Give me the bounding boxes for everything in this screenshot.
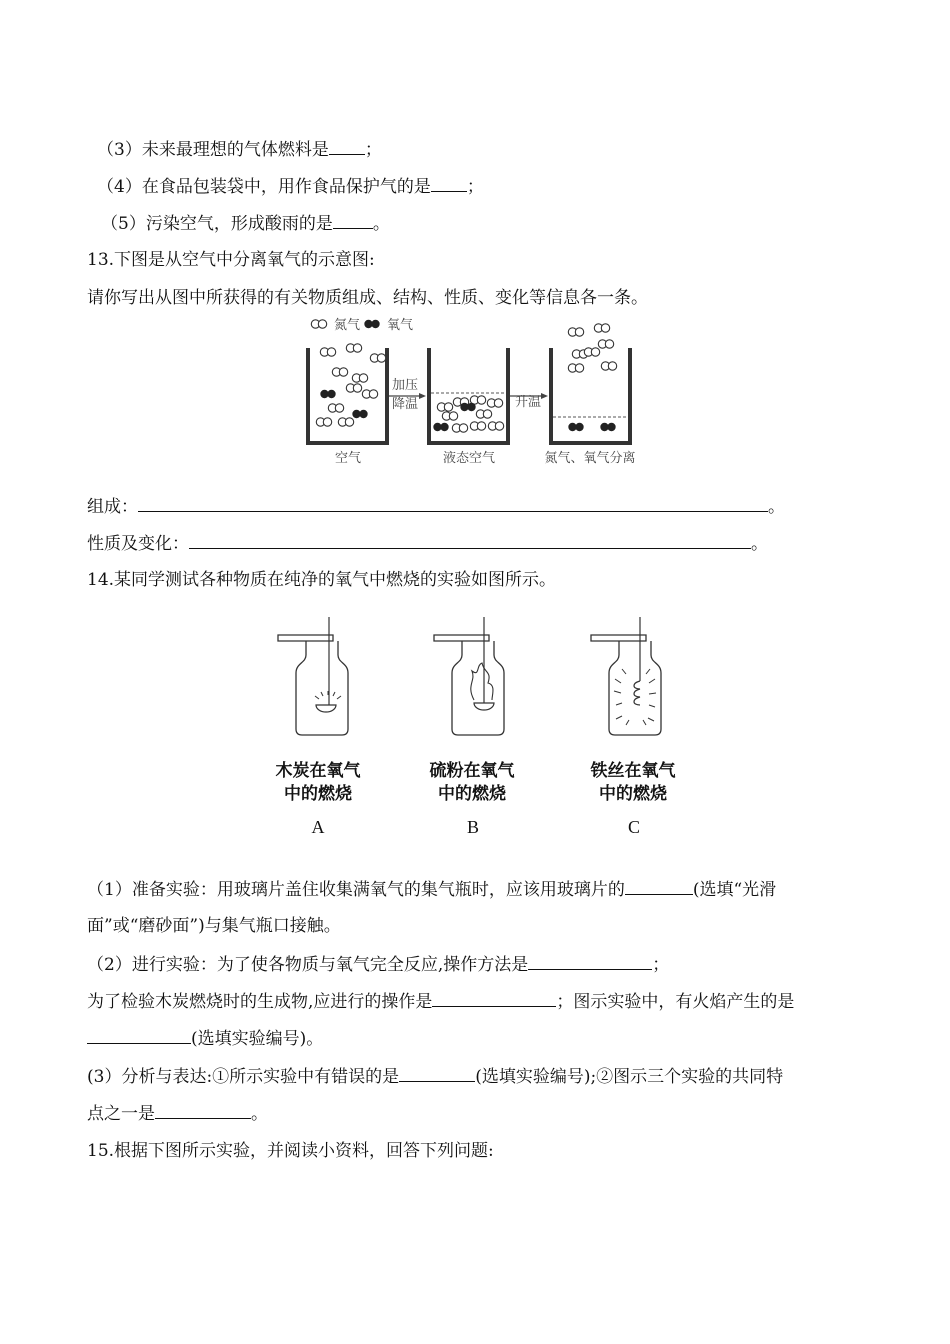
answer-blank[interactable] [329, 138, 365, 155]
q13-answer-properties: 性质及变化： 。 [87, 534, 768, 554]
caption-separated: 氮气、氧气分离 [544, 451, 636, 466]
q14-part1-line2: 面”或“磨砂面”)与集气瓶口接触。 [87, 916, 341, 936]
q14-part3-line2: 点之一是 。 [87, 1104, 268, 1124]
liquid-air-molecules [433, 396, 503, 432]
q15-title: 15.根据下图所示实验，并阅读小资料，回答下列问题: [87, 1141, 494, 1161]
legend-nitrogen: 氮气 [334, 318, 361, 333]
bottle-charcoal [278, 617, 348, 735]
container-separated [551, 348, 630, 443]
q14-title: 14.某同学测试各种物质在纯净的氧气中燃烧的实验如图所示。 [87, 570, 557, 590]
answer-blank[interactable] [189, 532, 751, 549]
figure-b-caption: 硫粉在氧气 中的燃烧 [429, 761, 515, 804]
figure-c-caption: 铁丝在氧气 中的燃烧 [590, 761, 676, 804]
figure-c-letter: C [627, 817, 640, 837]
q12-item4: （4）在食品包装袋中，用作食品保护气的是 ； [97, 177, 484, 197]
combustion-figures [270, 615, 690, 745]
q14-part2-line3: (选填实验编号)。 [87, 1027, 323, 1050]
q14-part1-line1: （1）准备实验：用玻璃片盖住收集满氧气的集气瓶时，应该用玻璃片的 (选填“光滑 [87, 880, 777, 900]
q13-answer-composition: 组成： 。 [87, 497, 785, 517]
answer-blank[interactable] [431, 175, 467, 192]
arrow1-label-pressurize: 加压 [392, 378, 419, 393]
oxygen-molecule-icon [364, 320, 379, 328]
arrow2-label-heat: 升温 [515, 395, 542, 410]
figure-b-letter: B [466, 817, 479, 837]
caption-air: 空气 [334, 451, 362, 466]
air-separation-diagram [300, 310, 660, 475]
bottle-iron-wire [591, 617, 661, 735]
bottle-sulfur [434, 617, 504, 735]
q12-item3: （3）未来最理想的气体燃料是 ； [97, 140, 382, 160]
figure-a-letter: A [311, 817, 325, 837]
caption-liquid-air: 液态空气 [442, 451, 496, 466]
answer-blank[interactable] [138, 495, 768, 512]
q14-part3-line1: (3）分析与表达:①所示实验中有错误的是 (选填实验编号);②图示三个实验的共同特 [87, 1067, 784, 1087]
answer-blank[interactable] [432, 990, 556, 1007]
q12-item5: （5）污染空气，形成酸雨的是 。 [101, 214, 390, 234]
answer-blank[interactable] [87, 1027, 191, 1044]
q13-title: 13.下图是从空气中分离氧气的示意图: [87, 250, 375, 270]
answer-blank[interactable] [333, 212, 373, 229]
air-molecules [316, 344, 385, 426]
q13-prompt: 请你写出从图中所获得的有关物质组成、结构、性质、变化等信息各一条。 [87, 288, 648, 308]
answer-blank[interactable] [625, 878, 693, 895]
legend-oxygen: 氧气 [387, 318, 414, 333]
q14-part2-line2: 为了检验木炭燃烧时的生成物,应进行的操作是 ；图示实验中，有火焰产生的是 [87, 992, 795, 1012]
arrow1-label-cool: 降温 [392, 397, 419, 412]
nitrogen-molecule-icon [311, 320, 326, 328]
answer-blank[interactable] [528, 953, 652, 970]
figure-a-caption: 木炭在氧气 中的燃烧 [275, 761, 361, 804]
answer-blank[interactable] [155, 1102, 251, 1119]
separated-molecules [568, 324, 616, 431]
q14-part2-line1: （2）进行实验：为了使各物质与氧气完全反应,操作方法是 ； [87, 955, 670, 975]
answer-blank[interactable] [399, 1065, 475, 1082]
